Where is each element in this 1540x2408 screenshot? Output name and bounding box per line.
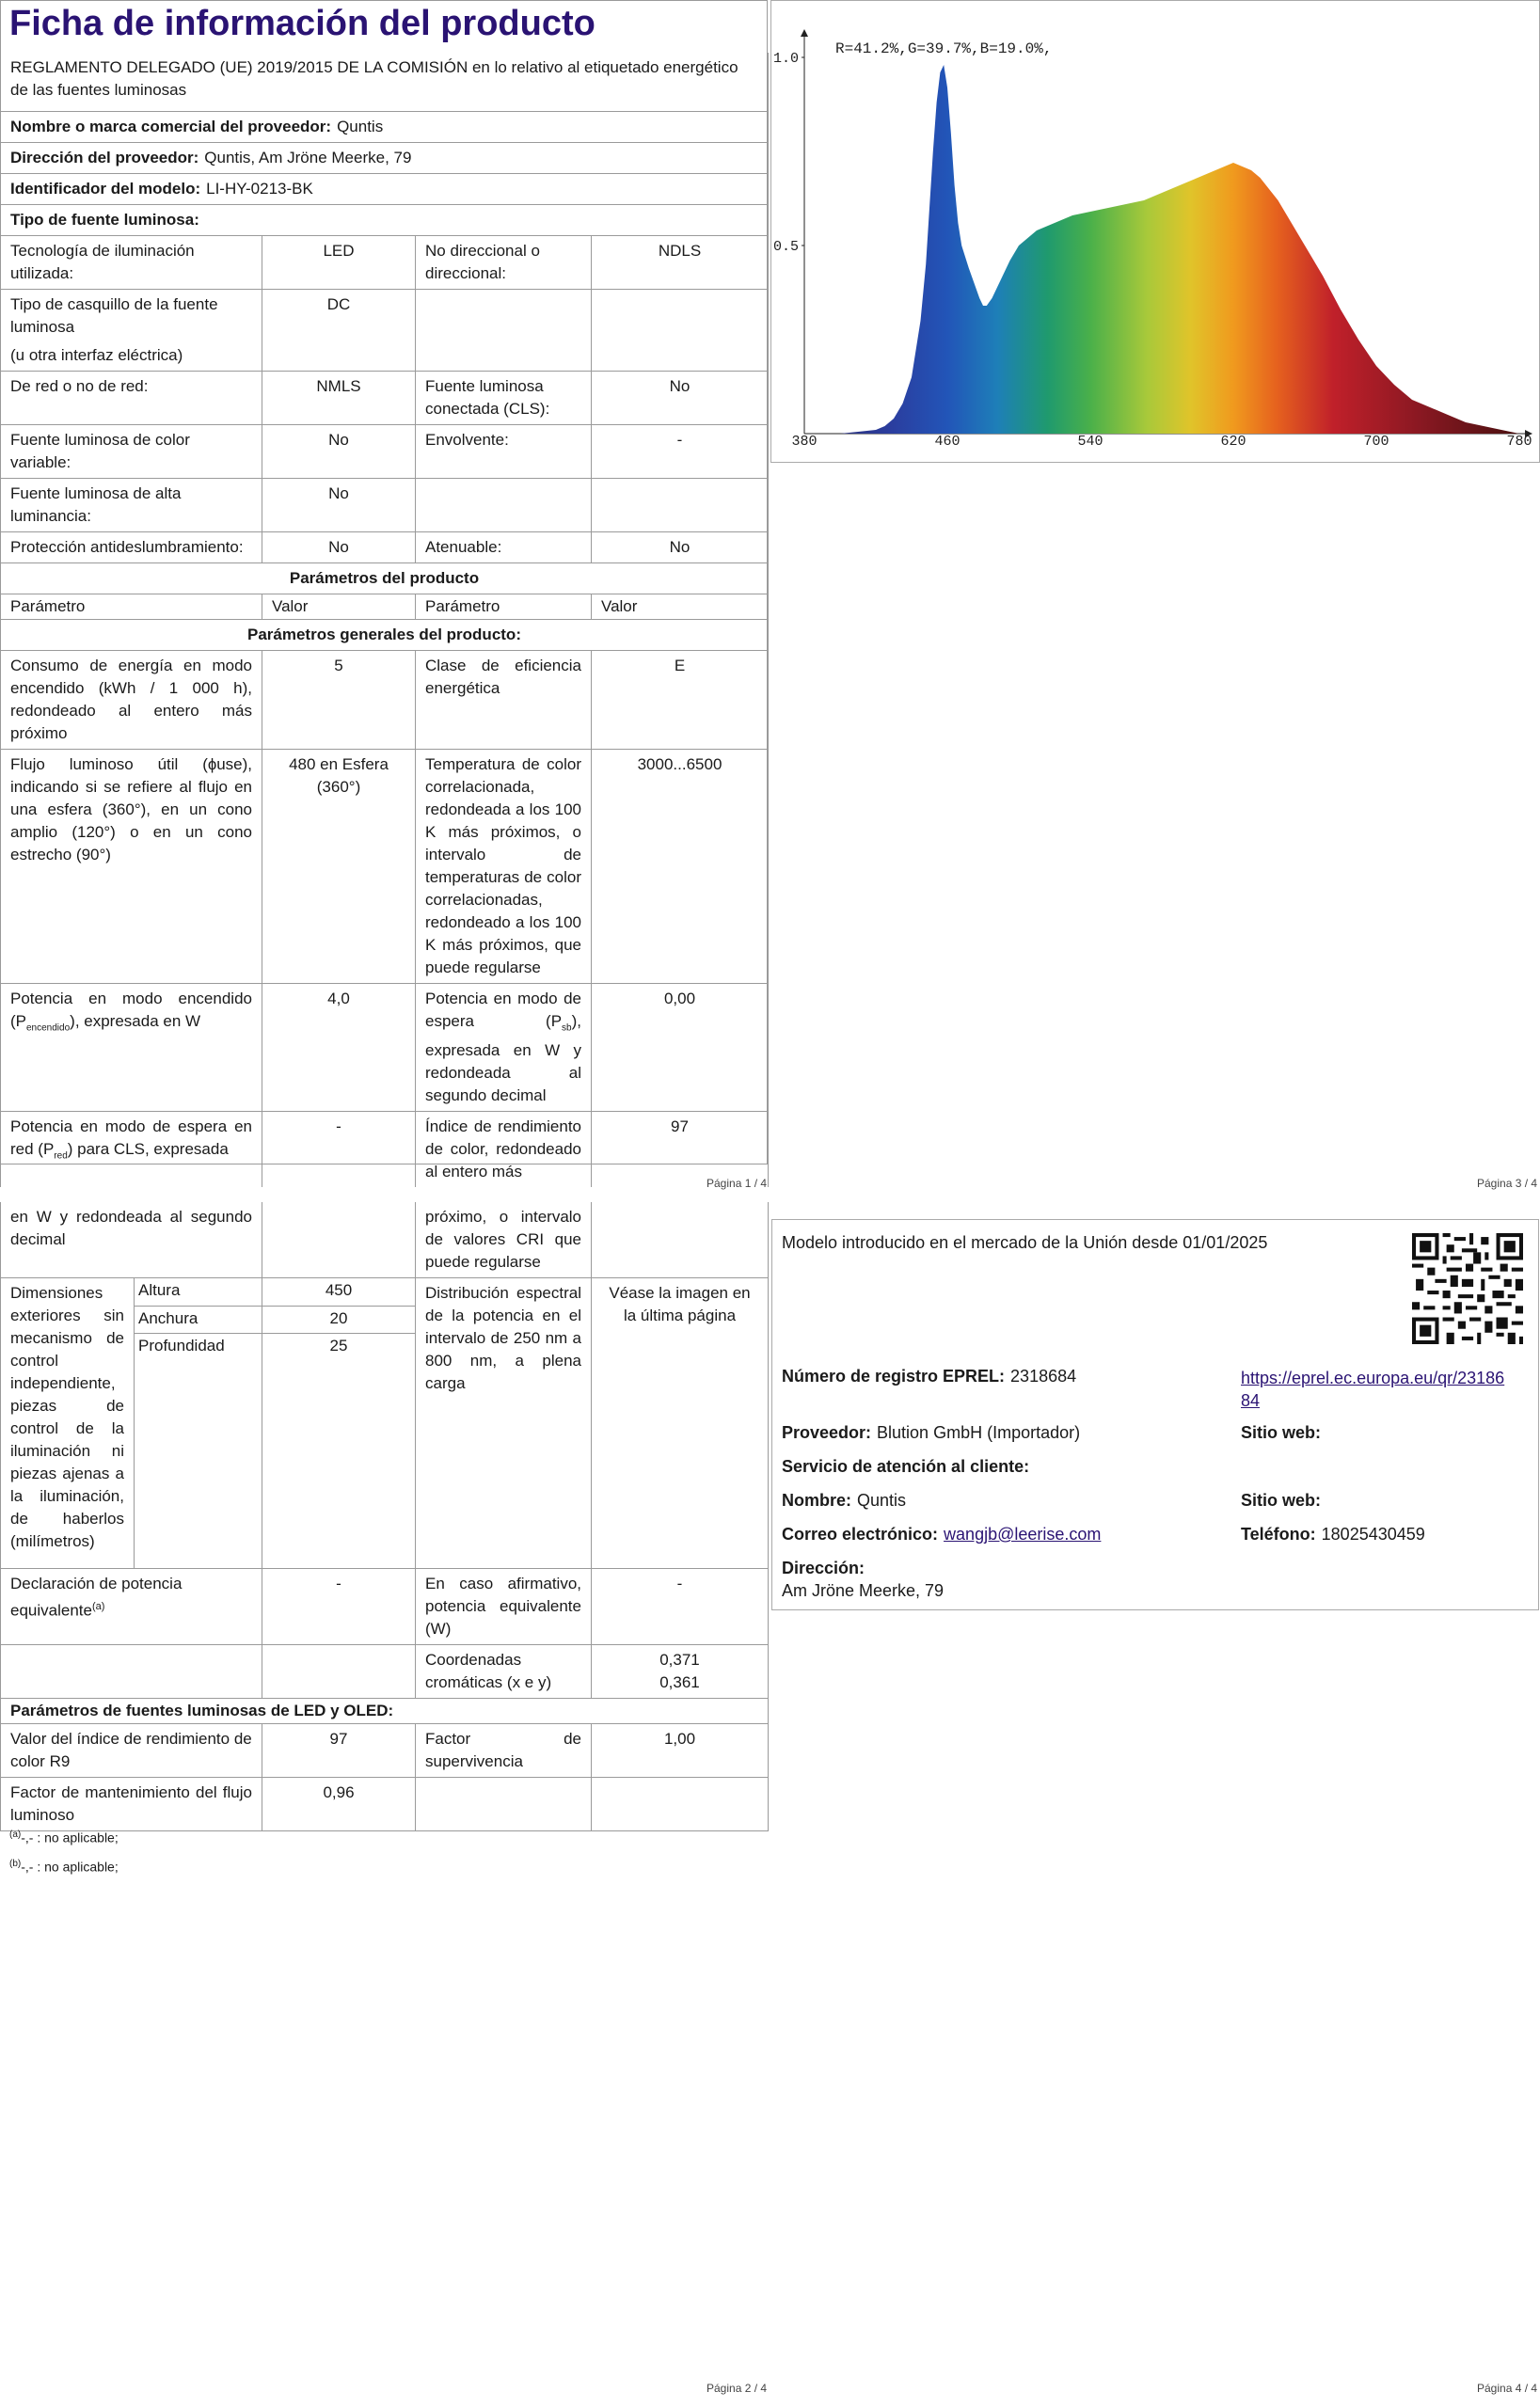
product-params-heading: Parámetros del producto (1, 563, 769, 594)
qr-code-icon (1412, 1233, 1523, 1344)
x-tick-label: 780 (1506, 434, 1532, 450)
x-tick-label: 380 (791, 434, 818, 450)
cls-value: No (592, 372, 769, 425)
spd-value: Véase la imagen en la última página (592, 1278, 769, 1569)
colour-label: Fuente luminosa de color variable: (1, 425, 262, 479)
led-params-heading: Parámetros de fuentes luminosas de LED y OLED: (1, 1699, 769, 1724)
service-name-row (782, 1491, 906, 1511)
colour-value: No (262, 425, 416, 479)
footnote-a: $^{(a)}$-,- : no aplicable; (9, 1830, 119, 1846)
supplier-value: Blution GmbH (Importador) (877, 1423, 1081, 1442)
flux-label: Flujo luminoso útil (ɸuse), indicando si se refiere al flujo en una esfera (360°), en un cono amplio (120°) o en un cono estrecho (90°) (1, 750, 262, 984)
empty-cell (592, 479, 769, 532)
high-luminance-label: Fuente luminosa de alta luminancia: (1, 479, 262, 532)
model-value: LI-HY-0213-BK (206, 180, 313, 198)
service-name-label: Nombre: (782, 1491, 852, 1510)
page-number: Página 4 / 4 (1477, 2382, 1538, 2395)
equivalent-power-w-value: - (592, 1569, 769, 1645)
glare-label: Protección antideslumbramiento: (1, 532, 262, 563)
empty-cell (592, 290, 769, 372)
tech-label: Tecnología de iluminación utilizada: (1, 236, 262, 290)
phone-row (1241, 1525, 1425, 1545)
email-row (782, 1525, 1101, 1545)
height-label: Altura (135, 1278, 262, 1307)
cap-label-cell (1, 290, 262, 372)
x-tick-label: 460 (934, 434, 961, 450)
supplier-label: Nombre o marca comercial del proveedor: (10, 118, 332, 135)
address-row (1, 143, 769, 174)
power-on-value: 4,0 (262, 984, 416, 1112)
model-label: Identificador del modelo: (10, 180, 201, 198)
energy-value: 5 (262, 651, 416, 750)
equivalent-power-declared-value: - (262, 1569, 416, 1645)
regulation-text: REGLAMENTO DELEGADO (UE) 2019/2015 DE LA COMISIÓN en lo relativo al etiquetado energético de las fuentes luminosas (1, 53, 769, 112)
spectrum-chart-svg (771, 1, 1539, 462)
product-info-table-continued (0, 1202, 769, 1831)
tech-value: LED (262, 236, 416, 290)
spd-label: Distribución espectral de la potencia en el intervalo de 250 nm a 800 nm, a plena carga (416, 1278, 592, 1569)
chromaticity-y: 0,361 (659, 1673, 700, 1691)
supplier-row (1, 112, 769, 143)
env-label: Envolvente: (416, 425, 592, 479)
lumen-maintenance-label: Factor de mantenimiento del flujo luminoso (1, 1778, 262, 1831)
y-axis-arrow (801, 29, 808, 37)
eprel-link[interactable]: https://eprel.ec.europa.eu/qr/2318684 (1241, 1369, 1505, 1410)
empty-cell (416, 479, 592, 532)
col-value-header: Valor (592, 594, 769, 620)
empty-cell (592, 1202, 769, 1278)
survival-label: Factor de supervivencia (416, 1724, 592, 1778)
r9-label: Valor del índice de rendimiento de color R9 (1, 1724, 262, 1778)
depth-label: Profundidad (135, 1334, 262, 1569)
standby-power-label: Potencia en modo de espera $(P_{sb})$, expresada en W y redondeada al segundo decimal (416, 984, 592, 1112)
supplier-label: Proveedor: (782, 1423, 872, 1442)
page-1 (0, 0, 770, 1195)
cap-value: DC (262, 290, 416, 372)
phone-label: Teléfono: (1241, 1525, 1316, 1544)
mains-value: NMLS (262, 372, 416, 425)
height-value: 450 (262, 1278, 416, 1307)
chromaticity-x: 0,371 (659, 1651, 700, 1669)
eprel-row (782, 1367, 1076, 1386)
model-row (1, 174, 769, 205)
cct-value: 3000...6500 (592, 750, 769, 984)
dir-value: NDLS (592, 236, 769, 290)
col-param-header: Parámetro (416, 594, 592, 620)
footnotes (9, 1822, 119, 1879)
efficiency-label: Clase de eficiencia energética (416, 651, 592, 750)
dimmable-value: No (592, 532, 769, 563)
networked-standby-value: - (262, 1112, 416, 1188)
equivalent-power-w-label: En caso afirmativo, potencia equivalente (W) (416, 1569, 592, 1645)
website-label: Sitio web: (1241, 1423, 1321, 1442)
cap-label: Tipo de casquillo de la fuente luminosa (10, 295, 218, 336)
glare-value: No (262, 532, 416, 563)
manufacturer-info-box (771, 1219, 1539, 1610)
chromaticity-label: Coordenadas cromáticas (x e y) (416, 1645, 592, 1699)
high-luminance-value: No (262, 479, 416, 532)
service-website-label: Sitio web: (1241, 1491, 1321, 1510)
networked-standby-label-continued: en W y redondeada al segundo decimal (1, 1202, 262, 1278)
address-label: Dirección del proveedor: (10, 149, 199, 166)
customer-service-heading: Servicio de atención al cliente: (782, 1457, 1030, 1476)
general-params-heading: Parámetros generales del producto: (1, 620, 769, 651)
lumen-maintenance-value: 0,96 (262, 1778, 416, 1831)
address-label: Dirección: (782, 1559, 865, 1577)
power-on-label: Potencia en modo encendido $(P_{encendido})$, expresada en W (1, 984, 262, 1112)
spectrum-chart (770, 0, 1540, 463)
energy-label: Consumo de energía en modo encendido (kWh / 1 000 h), redondeado al entero más próximo (1, 651, 262, 750)
supplier-value: Quntis (337, 118, 384, 135)
spectrum-area (804, 65, 1519, 434)
mains-label: De red o no de red: (1, 372, 262, 425)
email-link[interactable]: wangjb@leerise.com (944, 1525, 1102, 1544)
address-value: Quntis, Am Jröne Meerke, 79 (204, 149, 412, 166)
empty-cell (262, 1645, 416, 1699)
x-tick-label: 620 (1220, 434, 1246, 450)
col-value-header: Valor (262, 594, 416, 620)
address-value: Am Jröne Meerke, 79 (782, 1581, 945, 1600)
product-info-table (0, 53, 769, 1187)
eprel-label: Número de registro EPREL: (782, 1367, 1006, 1386)
page-number: Página 3 / 4 (1477, 1177, 1538, 1190)
flux-value: 480 en Esfera (360°) (262, 750, 416, 984)
survival-value: 1,00 (592, 1724, 769, 1778)
market-intro: Modelo introducido en el mercado de la Unión desde 01/01/2025 (782, 1233, 1268, 1252)
standby-power-value: 0,00 (592, 984, 769, 1112)
empty-cell (262, 1202, 416, 1278)
cri-label-continued: próximo, o intervalo de valores CRI que puede regularse (416, 1202, 592, 1278)
depth-value: 25 (262, 1334, 416, 1569)
empty-cell (416, 290, 592, 372)
cri-label: Índice de rendimiento de color, redondeado al entero más (416, 1112, 592, 1188)
x-tick-label: 540 (1077, 434, 1103, 450)
eprel-value: 2318684 (1010, 1367, 1077, 1386)
empty-cell (1, 1645, 262, 1699)
x-tick-label: 700 (1363, 434, 1389, 450)
chart-title: R=41.2%,G=39.7%,B=19.0%, (835, 40, 1053, 57)
cct-label: Temperatura de color correlacionada, redondeada a los 100 K más próximos, o intervalo de temperaturas de color correlacionadas, redondeado a los 100 K más próximos, que puede regularse (416, 750, 592, 984)
width-value: 20 (262, 1306, 416, 1334)
y-tick-label: 1.0 (773, 51, 800, 67)
networked-standby-label: Potencia en modo de espera en red $(P_{red})$ para CLS, expresada (1, 1112, 262, 1188)
equivalent-power-label: Declaración de potencia equivalente$^{(a)}$ (1, 1569, 262, 1645)
phone-value: 18025430459 (1321, 1525, 1425, 1544)
dimmable-label: Atenuable: (416, 532, 592, 563)
cri-value: 97 (592, 1112, 769, 1188)
page-2 (0, 1202, 770, 2408)
document-title: Ficha de información del producto (9, 4, 595, 43)
width-label: Anchura (135, 1306, 262, 1334)
r9-value: 97 (262, 1724, 416, 1778)
efficiency-value: E (592, 651, 769, 750)
spectrum-series-area (804, 65, 1519, 434)
cls-label: Fuente luminosa conectada (CLS): (416, 372, 592, 425)
env-value: - (592, 425, 769, 479)
dir-label: No direccional o direccional: (416, 236, 592, 290)
chromaticity-value (592, 1645, 769, 1699)
page-number: Página 1 / 4 (706, 1177, 768, 1190)
empty-cell (592, 1778, 769, 1831)
footnote-b: $^{(b)}$-,- : no aplicable; (9, 1858, 119, 1875)
email-label: Correo electrónico: (782, 1525, 939, 1544)
dimensions-label: Dimensiones exteriores sin mecanismo de control independiente, piezas de control de la iluminación ni piezas ajenas a la iluminación, de haberlos (milímetros) (1, 1278, 135, 1569)
empty-cell (416, 1778, 592, 1831)
supplier-row (782, 1423, 1080, 1443)
y-tick-label: 0.5 (773, 239, 800, 255)
page-number: Página 2 / 4 (706, 2382, 768, 2395)
col-param-header: Parámetro (1, 594, 262, 620)
source-type-heading: Tipo de fuente luminosa: (1, 205, 769, 236)
service-name-value: Quntis (857, 1491, 907, 1510)
cap-label-2: (u otra interfaz eléctrica) (10, 346, 183, 364)
